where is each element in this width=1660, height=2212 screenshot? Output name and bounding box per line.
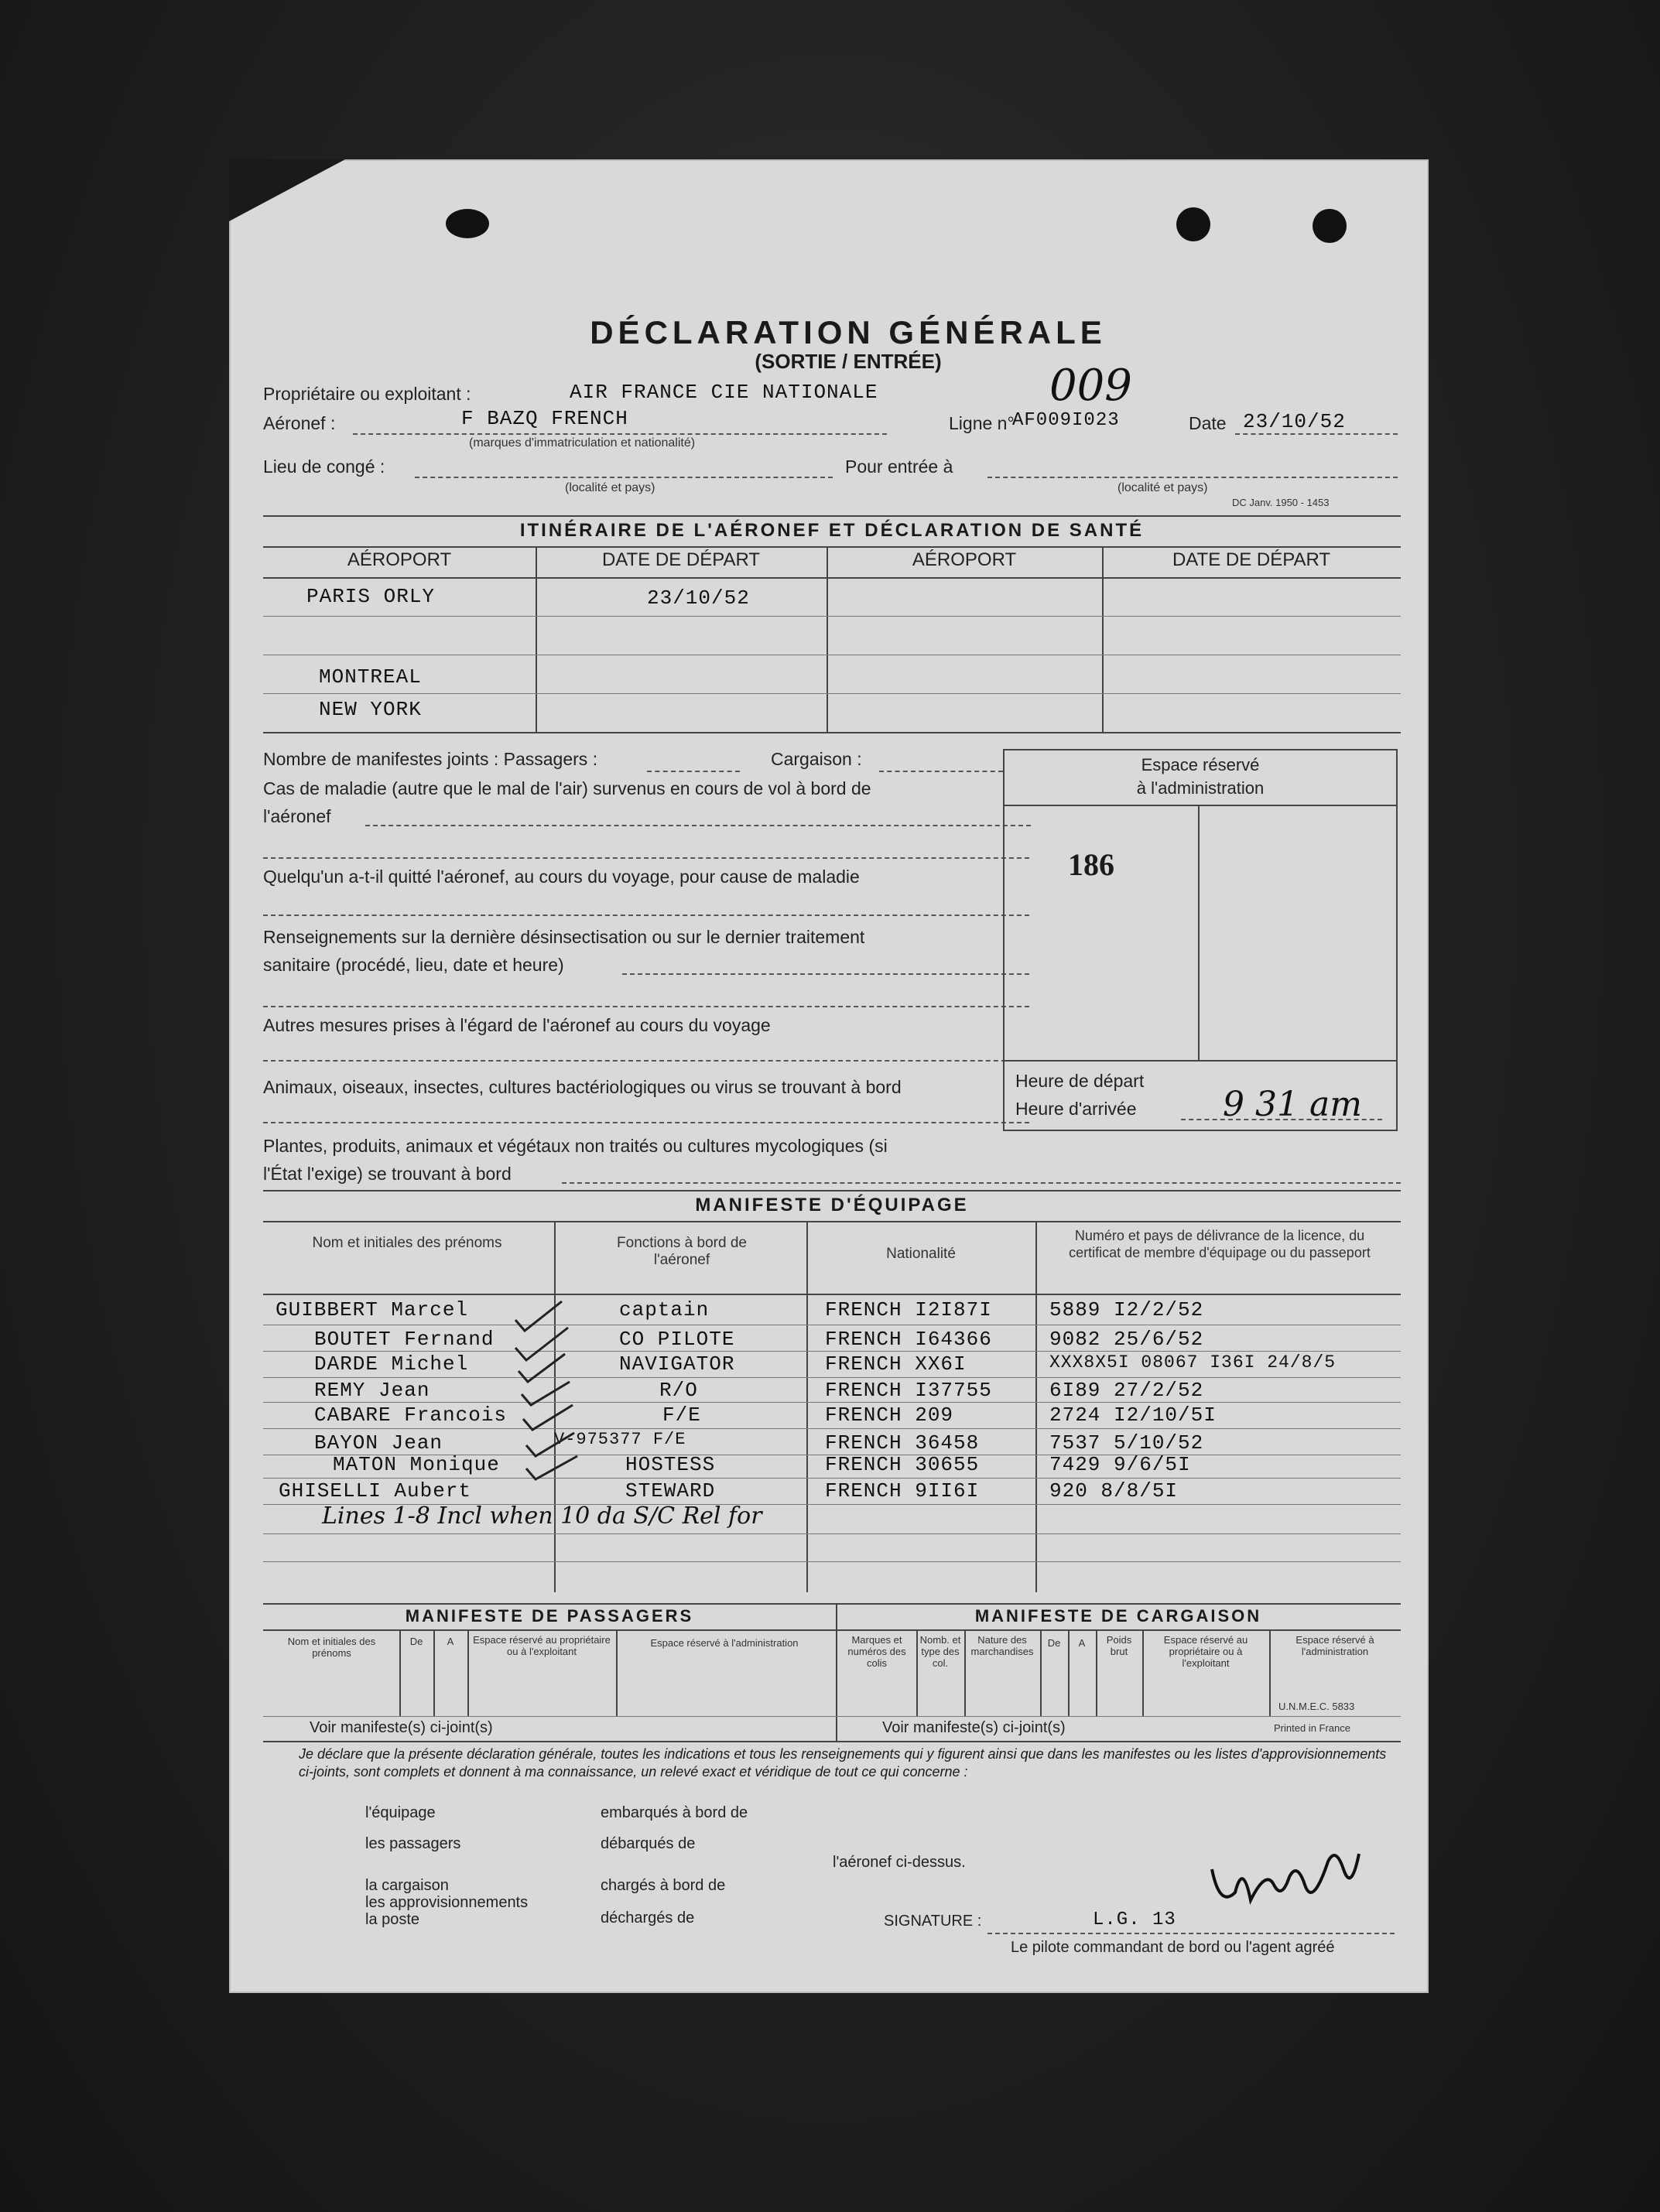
crew-nationality: FRENCH 209 bbox=[825, 1403, 954, 1427]
crew-nationality: FRENCH 36458 bbox=[825, 1431, 980, 1455]
decl-unloaded: déchargés de bbox=[601, 1909, 695, 1927]
crew-name: GHISELLI Aubert bbox=[279, 1479, 472, 1503]
pax-col-de: De bbox=[409, 1636, 423, 1647]
aircraft-note: (marques d'immatriculation et nationalité) bbox=[469, 436, 696, 450]
page-subtitle: (SORTIE / ENTRÉE) bbox=[755, 350, 942, 373]
signature-label: SIGNATURE : bbox=[884, 1913, 982, 1930]
pax-footer: Voir manifeste(s) ci-joint(s) bbox=[310, 1719, 493, 1736]
crew-col-name: Nom et initiales des prénoms bbox=[312, 1235, 502, 1251]
punch-hole-left bbox=[446, 209, 489, 238]
crew-function: F/E bbox=[662, 1403, 701, 1427]
line-label: Ligne n° bbox=[949, 413, 1015, 433]
crew-function: NAVIGATOR bbox=[619, 1352, 735, 1376]
cargo-form-code: U.N.M.E.C. 5833 bbox=[1278, 1701, 1355, 1712]
cargo-heading: MANIFESTE DE CARGAISON bbox=[974, 1606, 1262, 1626]
aircraft-value: F BAZQ FRENCH bbox=[461, 407, 628, 430]
cargo-col-space-admin: Espace réservé à l'administration bbox=[1295, 1634, 1374, 1657]
crew-name: GUIBBERT Marcel bbox=[276, 1298, 469, 1321]
pax-col-space-admin: Espace réservé à l'administration bbox=[650, 1637, 799, 1649]
disinfection-question: Renseignements sur la dernière désinsectisation ou sur le dernier traitement bbox=[263, 927, 865, 947]
crew-license: 2724 I2/10/5I bbox=[1049, 1403, 1217, 1427]
itinerary-airport-3: MONTREAL bbox=[319, 665, 422, 689]
itinerary-col-date-2: DATE DE DÉPART bbox=[1172, 549, 1331, 570]
punch-hole-right-2 bbox=[1313, 209, 1347, 243]
illness-question-cont: l'aéronef bbox=[263, 806, 331, 826]
cargo-count-label: Cargaison : bbox=[771, 749, 862, 769]
clearance-label: Lieu de congé : bbox=[263, 456, 385, 477]
date-label: Date bbox=[1189, 413, 1227, 433]
crew-col-license: Numéro et pays de délivrance de la licence, du certificat de membre d'équipage ou du passeport bbox=[1069, 1228, 1371, 1260]
clearance-note: (localité et pays) bbox=[565, 481, 655, 494]
crew-function: CO PILOTE bbox=[619, 1328, 735, 1351]
crew-function: HOSTESS bbox=[625, 1453, 716, 1476]
crew-license: 7429 9/6/5I bbox=[1049, 1453, 1191, 1476]
crew-nationality: FRENCH XX6I bbox=[825, 1352, 967, 1376]
crew-nationality: FRENCH I37755 bbox=[825, 1379, 992, 1402]
admin-heading-2: à l'administration bbox=[1136, 778, 1265, 798]
passengers-heading: MANIFESTE DE PASSAGERS bbox=[405, 1606, 694, 1626]
crew-name: REMY Jean bbox=[314, 1379, 430, 1402]
itinerary-heading: ITINÉRAIRE DE L'AÉRONEF ET DÉCLARATION DE SANTÉ bbox=[519, 520, 1145, 541]
decl-crew: l'équipage bbox=[365, 1804, 436, 1821]
signature-note: Le pilote commandant de bord ou l'agent agréé bbox=[1011, 1939, 1335, 1956]
cargo-col-space-op: Espace réservé au propriétaire ou à l'exploitant bbox=[1163, 1634, 1248, 1669]
crew-function: V-975377 F/E bbox=[554, 1430, 686, 1449]
pax-col-space-op: Espace réservé au propriétaire ou à l'exploitant bbox=[473, 1634, 611, 1657]
arrival-time-label: Heure d'arrivée bbox=[1015, 1099, 1137, 1119]
cargo-col-count: Nomb. et type des col. bbox=[919, 1634, 961, 1669]
crew-license: 6I89 27/2/52 bbox=[1049, 1379, 1204, 1402]
illness-question: Cas de maladie (autre que le mal de l'air) survenus en cours de vol à bord de bbox=[263, 778, 871, 798]
itinerary-col-airport-2: AÉROPORT bbox=[912, 549, 1017, 570]
crew-nationality: FRENCH 30655 bbox=[825, 1453, 980, 1476]
owner-value: AIR FRANCE CIE NATIONALE bbox=[570, 381, 878, 404]
admin-stamp-number: 186 bbox=[1068, 847, 1114, 882]
crew-nationality: FRENCH 9II6I bbox=[825, 1479, 980, 1503]
left-aircraft-question: Quelqu'un a-t-il quitté l'aéronef, au cours du voyage, pour cause de maladie bbox=[263, 867, 860, 887]
crew-license: XXX8X5I 08067 I36I 24/8/5 bbox=[1049, 1352, 1337, 1373]
form-ref: DC Janv. 1950 - 1453 bbox=[1232, 497, 1330, 508]
crew-nationality: FRENCH I64366 bbox=[825, 1328, 992, 1351]
cargo-col-weight: Poids brut bbox=[1106, 1634, 1132, 1657]
checkmarks bbox=[508, 1297, 601, 1498]
itinerary-col-airport-1: AÉROPORT bbox=[347, 549, 452, 570]
decl-loaded: chargés à bord de bbox=[601, 1877, 726, 1894]
plants-question-cont: l'État l'exige) se trouvant à bord bbox=[263, 1164, 512, 1184]
crew-name: CABARE Francois bbox=[314, 1403, 508, 1427]
crew-name: BAYON Jean bbox=[314, 1431, 443, 1455]
crew-function: STEWARD bbox=[625, 1479, 716, 1503]
crew-function: R/O bbox=[659, 1379, 698, 1402]
plants-question: Plantes, produits, animaux et végétaux non traités ou cultures mycologiques (si bbox=[263, 1136, 888, 1156]
disinfection-question-cont: sanitaire (procédé, lieu, date et heure) bbox=[263, 955, 564, 975]
cargo-col-a: A bbox=[1078, 1637, 1086, 1649]
printed-in: Printed in France bbox=[1274, 1722, 1350, 1734]
itinerary-airport-4: NEW YORK bbox=[319, 698, 422, 721]
crew-name: DARDE Michel bbox=[314, 1352, 469, 1376]
crew-license: 5889 I2/2/52 bbox=[1049, 1298, 1204, 1321]
crew-function: captain bbox=[619, 1298, 710, 1321]
punch-hole-right-1 bbox=[1176, 207, 1210, 241]
decl-aircraft-above: l'aéronef ci-dessus. bbox=[833, 1854, 966, 1871]
cargo-col-nature: Nature des marchandises bbox=[970, 1634, 1034, 1657]
signature-code: L.G. 13 bbox=[1093, 1909, 1176, 1930]
cargo-footer: Voir manifeste(s) ci-joint(s) bbox=[882, 1719, 1066, 1736]
page-title: DÉCLARATION GÉNÉRALE bbox=[590, 314, 1107, 350]
other-measures-question: Autres mesures prises à l'égard de l'aéronef au cours du voyage bbox=[263, 1015, 771, 1035]
entry-label: Pour entrée à bbox=[845, 456, 953, 477]
crew-license: 9082 25/6/52 bbox=[1049, 1328, 1204, 1351]
crew-col-nationality: Nationalité bbox=[886, 1246, 956, 1262]
itinerary-date-1: 23/10/52 bbox=[647, 586, 750, 610]
admin-heading-1: Espace réservé bbox=[1141, 755, 1260, 774]
decl-boarded: embarqués à bord de bbox=[601, 1804, 748, 1821]
departure-time-label: Heure de départ bbox=[1015, 1071, 1145, 1091]
cargo-col-de: De bbox=[1047, 1637, 1061, 1649]
crew-nationality: FRENCH I2I87I bbox=[825, 1298, 992, 1321]
declaration-form bbox=[229, 159, 1429, 1993]
owner-label: Propriétaire ou exploitant : bbox=[263, 384, 471, 404]
pax-col-a: A bbox=[447, 1636, 454, 1647]
itinerary-col-date-1: DATE DE DÉPART bbox=[601, 549, 761, 570]
doc-number: 009 bbox=[1049, 361, 1132, 411]
animals-question: Animaux, oiseaux, insectes, cultures bactériologiques ou virus se trouvant à bord bbox=[263, 1077, 902, 1097]
line-value: AF009I023 bbox=[1012, 410, 1120, 431]
crew-col-function: Fonctions à bord de l'aéronef bbox=[617, 1235, 747, 1268]
crew-name: BOUTET Fernand bbox=[314, 1328, 495, 1351]
captain-signature bbox=[1196, 1838, 1367, 1923]
arrival-time-value: 9 31 am bbox=[1223, 1085, 1362, 1124]
declaration-text: Je déclare que la présente déclaration générale, toutes les indications et tous les renseignements qui y figurent ainsi que dans les manifestes ou les listes d'approvisionnements ci-joints, sont complets et donnent à ma connaissance, un relevé exact et véridique de tout ce qui concerne : bbox=[299, 1746, 1387, 1780]
pax-col-name: Nom et initiales des prénoms bbox=[287, 1636, 376, 1659]
entry-note: (localité et pays) bbox=[1118, 481, 1208, 494]
crew-heading: MANIFESTE D'ÉQUIPAGE bbox=[695, 1195, 969, 1215]
crew-license: 920 8/8/5I bbox=[1049, 1479, 1179, 1503]
decl-mail: la poste bbox=[365, 1911, 420, 1928]
torn-corner bbox=[229, 159, 345, 221]
crew-handwritten-note: Lines 1-8 Incl when 10 da S/C Rel for bbox=[322, 1503, 762, 1530]
crew-name: MATON Monique bbox=[333, 1453, 500, 1476]
decl-disembarked: débarqués de bbox=[601, 1835, 696, 1852]
manifests-count-label: Nombre de manifestes joints : Passagers : bbox=[263, 749, 598, 769]
crew-license: 7537 5/10/52 bbox=[1049, 1431, 1204, 1455]
decl-cargo: la cargaison bbox=[365, 1877, 449, 1894]
cargo-col-marks: Marques et numéros des colis bbox=[847, 1634, 906, 1669]
date-value: 23/10/52 bbox=[1243, 410, 1346, 433]
itinerary-airport-1: PARIS ORLY bbox=[306, 585, 436, 608]
decl-passengers: les passagers bbox=[365, 1835, 461, 1852]
aircraft-label: Aéronef : bbox=[263, 413, 336, 433]
decl-supplies: les approvisionnements bbox=[365, 1894, 529, 1911]
